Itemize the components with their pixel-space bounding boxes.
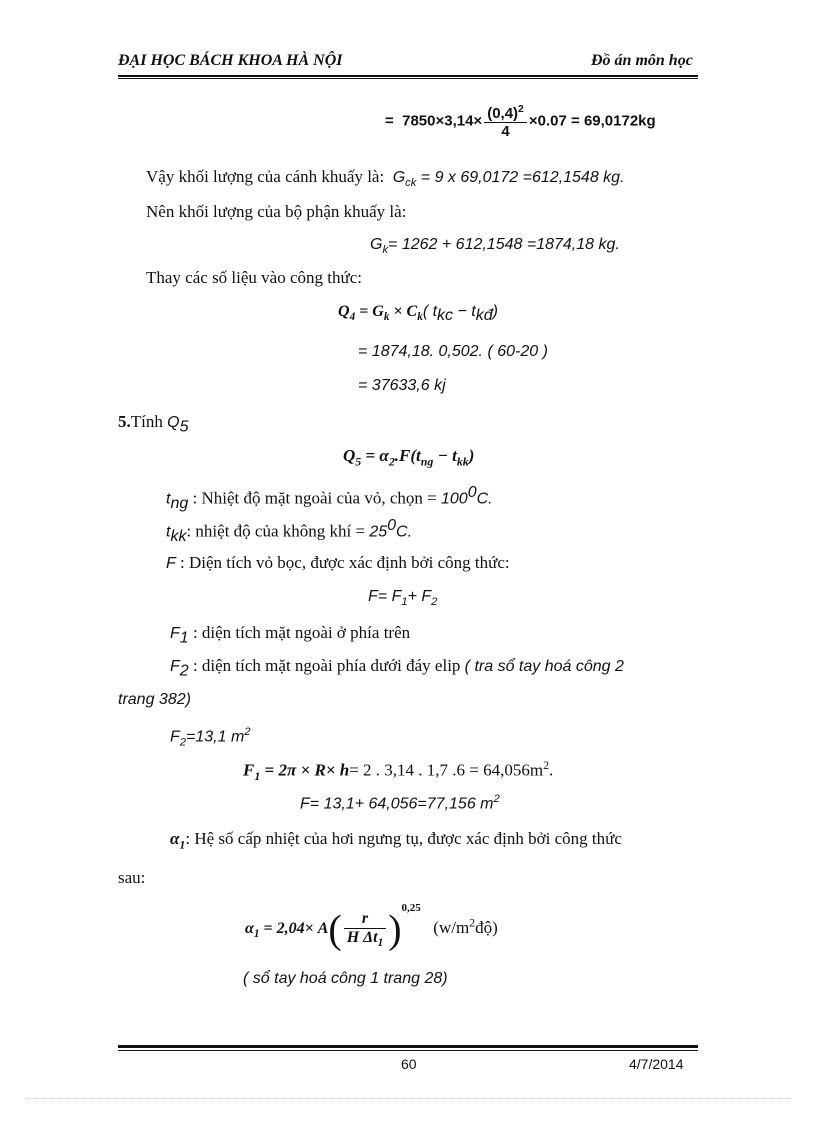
- mass-calc-line: = 7850×3,14× $\frac{(0,4)^2}{4}$ ×0.07 = 69,0172kg: [385, 103, 656, 140]
- header-title: ĐẠI HỌC BÁCH KHOA HÀ NỘI: [118, 52, 343, 69]
- substitute-text: Thay các số liệu vào công thức:: [146, 268, 362, 287]
- header-subtitle: Đồ án môn học: [591, 52, 693, 69]
- footer-rule: [118, 1045, 698, 1048]
- tng-line: $t_{ng}$ : Nhiệt độ mặt ngoài của vỏ, chọn = $100^0C$.: [166, 484, 493, 513]
- f-definition: F : Diện tích vỏ bọc, được xác định bởi công thức:: [166, 553, 510, 572]
- f1-definition: $F_1$ : diện tích mặt ngoài ở phía trên: [170, 623, 411, 647]
- footer-rule-thin: [118, 1050, 698, 1051]
- header-rule: [118, 75, 698, 77]
- q4-line2: = 1874,18. 0,502. ( 60-20 ): [358, 343, 548, 360]
- q4-line3: = 37633,6 kj: [358, 377, 446, 394]
- q4-formula: $Q_4 = G_k \times C_k$( $t_{kc} - t_{kđ}$): [338, 303, 498, 325]
- stirrer-mass-text: Nên khối lượng của bộ phận khuấy là:: [146, 202, 407, 221]
- footer-date: 4/7/2014: [629, 1056, 684, 1072]
- alpha-reference: ( sổ tay hoá công 1 trang 28): [243, 970, 448, 987]
- alpha1-definition: $\alpha_1$: Hệ số cấp nhiệt của hơi ngưng tụ, được xác định bởi công thức: [170, 829, 622, 852]
- header-rule-thin: [118, 78, 698, 79]
- section-5-heading: 5.Tính $Q_5$: [118, 412, 189, 436]
- f2-ref-continued: trang 382): [118, 691, 191, 708]
- q5-formula: $Q_5 = \alpha_2.F(t_{ng} - t_{kk})$: [343, 446, 475, 469]
- vanes-mass-line: Vậy khối lượng của cánh khuấy là: $G_{ck} = 9$ x 69,0172 =612,1548 kg.: [146, 167, 625, 190]
- page-number: 60: [401, 1056, 417, 1072]
- alpha-formula: $\alpha_1 = 2,04\times A$( $\frac{r}{H \Delta t_1}$ )$^{0,25}$ $(w/m^2độ)$: [245, 902, 498, 952]
- alpha-formula-unit: $(w/m^2độ)$: [433, 915, 498, 937]
- f-formula: $F= F_1+ F_2$: [368, 588, 438, 609]
- alpha1-continued: sau:: [118, 868, 146, 887]
- f2-definition: $F_2$ : diện tích mặt ngoài phía dưới đáy elip ( tra sổ tay hoá công 2: [170, 656, 624, 680]
- f1-formula: $F_1 = 2\pi \times R\times h= 2$ . 3,14 . 1,7 $.6 = 64,056m^2$.: [243, 758, 554, 784]
- stirrer-mass-formula: $G_k= 1262 + 612,1548 =1874,18$ kg.: [370, 236, 620, 257]
- page-bottom-edge: [25, 1098, 791, 1099]
- f2-value: $F_2=13,1$ $m^2$: [170, 726, 251, 749]
- tkk-line: $t_{kk}$: nhiệt độ của không khí = $25^0C$.: [166, 517, 413, 546]
- f-total: F= 13,1+ 64,056=77,156 $m^2$: [300, 793, 500, 813]
